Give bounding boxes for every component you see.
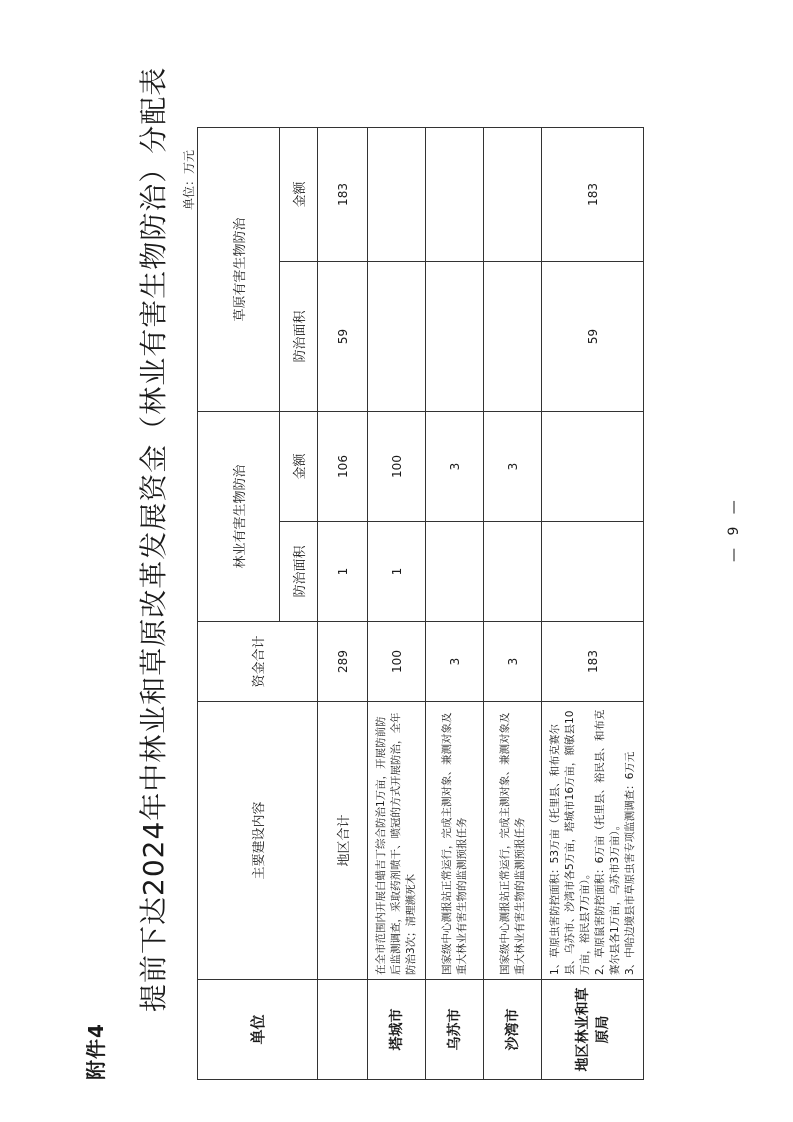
row-grass-amount: 183 bbox=[542, 127, 644, 261]
row-forest-area: 1 bbox=[318, 522, 368, 622]
header-grassland-group: 草原有害生物防治 bbox=[198, 127, 280, 411]
table-row bbox=[542, 127, 644, 1079]
row-total: 3 bbox=[426, 622, 484, 702]
row-content: 地区合计 bbox=[318, 702, 368, 980]
row-grass-area bbox=[368, 261, 426, 411]
row-unit: 乌苏市 bbox=[426, 980, 484, 1080]
row-total: 100 bbox=[368, 622, 426, 702]
row-unit bbox=[318, 980, 368, 1080]
row-grass-amount bbox=[484, 127, 542, 261]
table-row bbox=[484, 127, 542, 1079]
attachment-label: 附件4 bbox=[84, 1023, 108, 1080]
row-unit: 地区林业和草原局 bbox=[542, 980, 644, 1080]
row-forest-amount: 100 bbox=[368, 411, 426, 521]
page-number: — 9 — bbox=[726, 496, 742, 562]
row-grass-area: 59 bbox=[318, 261, 368, 411]
row-content: 国家级中心测报站正常运行，完成主测对象、兼测对象及重大林业有害生物的监测预报任务 bbox=[426, 702, 484, 980]
row-forest-amount: 3 bbox=[484, 411, 542, 521]
header-forest-area: 防治面积 bbox=[280, 522, 318, 622]
row-grass-amount: 183 bbox=[318, 127, 368, 261]
row-unit: 沙湾市 bbox=[484, 980, 542, 1080]
header-total-funds: 资金合计 bbox=[198, 622, 318, 702]
allocation-table bbox=[197, 127, 644, 1080]
row-forest-area bbox=[426, 522, 484, 622]
page-title: 提前下达2024年中林业和草原改革发展资金（林业有害生物防治）分配表 bbox=[137, 66, 170, 1012]
row-forest-area bbox=[484, 522, 542, 622]
row-content: 1、草原虫害防控面积：53万亩（托里县、和布克赛尔县、乌苏市、沙湾市各5万亩，塔城市16万亩，额敏县10万亩，裕民县7万亩）。 2、草原鼠害防控面积：6万亩（托里县、裕民县、和布克赛尔县各1万亩，乌苏市3万亩）。 3、中哈边境县市草原虫害专项监测调查：6万元 bbox=[542, 702, 644, 980]
row-content: 在全市范围内开展白蜡吉丁综合防治1万亩，开展防前防后监测调查，采取药剂喷干、喷冠的方式开展防治，全年防治3次；清理濒死木 bbox=[368, 702, 426, 980]
header-unit: 单位 bbox=[198, 980, 318, 1080]
row-grass-amount bbox=[426, 127, 484, 261]
header-content: 主要建设内容 bbox=[198, 702, 318, 980]
row-grass-area: 59 bbox=[542, 261, 644, 411]
header-grass-area: 防治面积 bbox=[280, 261, 318, 411]
unit-note: 单位：万元 bbox=[182, 149, 196, 210]
header-forest-amount: 金额 bbox=[280, 411, 318, 521]
header-forestry-group: 林业有害生物防治 bbox=[198, 411, 280, 621]
row-forest-area: 1 bbox=[368, 522, 426, 622]
row-grass-amount bbox=[368, 127, 426, 261]
table-row bbox=[318, 127, 368, 1079]
table-row bbox=[368, 127, 426, 1079]
row-total: 289 bbox=[318, 622, 368, 702]
table-row bbox=[426, 127, 484, 1079]
row-forest-area bbox=[542, 522, 644, 622]
row-forest-amount: 106 bbox=[318, 411, 368, 521]
row-forest-amount bbox=[542, 411, 644, 521]
row-content: 国家级中心测报站正常运行，完成主测对象、兼测对象及重大林业有害生物的监测预报任务 bbox=[484, 702, 542, 980]
header-grass-amount: 金额 bbox=[280, 127, 318, 261]
row-unit: 塔城市 bbox=[368, 980, 426, 1080]
row-total: 183 bbox=[542, 622, 644, 702]
row-grass-area bbox=[426, 261, 484, 411]
row-grass-area bbox=[484, 261, 542, 411]
row-forest-amount: 3 bbox=[426, 411, 484, 521]
row-total: 3 bbox=[484, 622, 542, 702]
